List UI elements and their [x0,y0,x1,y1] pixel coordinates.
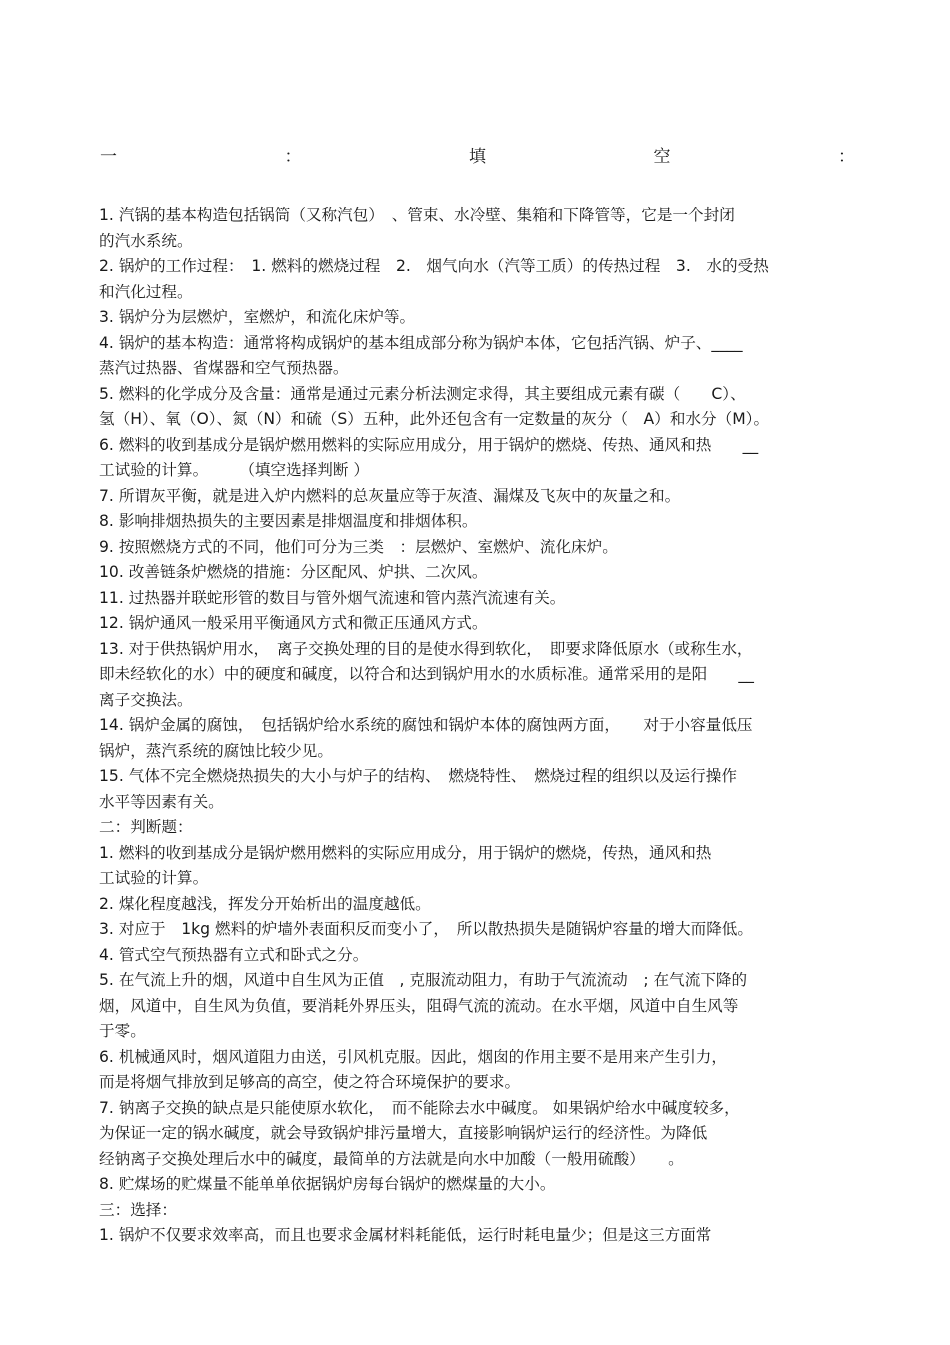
text-line: 蒸汽过热器、省煤器和空气预热器。 [99,359,349,377]
text-line: 6. 机械通风时，烟风道阻力由送，引风机克服。因此，烟囱的作用主要不是用来产生引力， [99,1047,727,1066]
text-line: 经钠离子交换处理后水中的碱度，最简单的方法就是向水中加酸（一般用硫酸） 。 [99,1149,684,1168]
text-line: 11. 过热器并联蛇形管的数目与管外烟气流速和管内蒸汽流速有关。 [99,588,566,607]
text-line: 8. 影响排烟热损失的主要因素是排烟温度和排烟体积。 [99,512,478,530]
text-line: 10. 改善链条炉燃烧的措施：分区配风、炉拱、二次风。 [99,563,488,581]
text-line: 水平等因素有关。 [99,792,224,811]
section-heading: 三：选择： [99,1200,177,1219]
text-line: 于零。 [99,1022,146,1040]
text-line: 4. 管式空气预热器有立式和卧式之分。 [99,945,369,964]
text-line: 1. 锅炉不仅要求效率高，而且也要求金属材料耗能低，运行时耗电量少；但是这三方面常 [99,1226,712,1244]
document-body [99,203,859,1249]
text-line: 3. 锅炉分为层燃炉，室燃炉，和流化床炉等。 [99,308,416,326]
title-char: ： [838,147,855,167]
text-line: 工试验的计算。 （填空选择判断 ） [99,461,370,479]
text-line: 6. 燃料的收到基成分是锅炉燃用燃料的实际应用成分，用于锅炉的燃烧、传热、通风和热 __ [99,435,759,454]
text-line: 1. 汽锅的基本构造包括锅筒（又称汽包） 、管束、水冷壁、集箱和下降管等，它是一个封闭 [99,206,735,224]
text-line: 而是将烟气排放到足够高的高空，使之符合环境保护的要求。 [99,1073,521,1091]
section-heading: 二：判断题： [99,818,193,836]
text-line: 氢（H）、氧（O）、氮（N）和硫（S）五种，此外还包含有一定数量的灰分（ A）和水分（M）。 [99,410,770,428]
text-line: 的汽水系统。 [99,231,193,250]
text-line: 锅炉，蒸汽系统的腐蚀比较少见。 [99,741,333,760]
text-line: 12. 锅炉通风一般采用平衡通风方式和微正压通风方式。 [99,614,488,632]
text-line: 3. 对应于 1kg 燃料的炉墙外表面积反而变小了， 所以散热损失是随锅炉容量的增大而降低。 [99,920,753,938]
text-line: 2. 锅炉的工作过程： 1. 燃料的燃烧过程 2. 烟气向水（汽等工质）的传热过程 3. 水的受热 [99,257,769,275]
text-line: 15. 气体不完全燃烧热损失的大小与炉子的结构、 燃烧特性、 燃烧过程的组织以及运行操作 [99,767,737,785]
text-line: 9. 按照燃烧方式的不同，他们可分为三类 ：层燃炉、室燃炉、流化床炉。 [99,537,618,556]
section-title [100,142,855,168]
title-char: 填 [469,147,486,167]
text-line: 1. 燃料的收到基成分是锅炉燃用燃料的实际应用成分，用于锅炉的燃烧，传热，通风和热 [99,843,712,862]
text-line: 离子交换法。 [99,690,193,709]
text-line: 5. 燃料的化学成分及含量：通常是通过元素分析法测定求得，其主要组成元素有碳（ C）、 [99,384,746,403]
text-line: 7. 钠离子交换的缺点是只能使原水软化， 而不能除去水中碱度。 如果锅炉给水中碱度较多， [99,1098,740,1117]
text-line: 4. 锅炉的基本构造：通常将构成锅炉的基本组成部分称为锅炉本体，它包括汽锅、炉子、____ [99,333,743,352]
title-char: 一 [100,147,117,167]
title-char: 空 [653,147,671,167]
text-line: 13. 对于供热锅炉用水， 离子交换处理的目的是使水得到软化， 即要求降低原水（或称生水， [99,639,753,658]
title-char: ： [284,147,302,167]
text-line: 为保证一定的锅水碱度，就会导致锅炉排污量增大，直接影响锅炉运行的经济性。为降低 [99,1124,708,1142]
text-line: 和汽化过程。 [99,282,193,301]
text-line: 2. 煤化程度越浅，挥发分开始析出的温度越低。 [99,894,431,913]
text-line: 烟，风道中，自生风为负值，要消耗外界压头，阻碍气流的流动。在水平烟，风道中自生风等 [99,996,739,1015]
text-line: 5. 在气流上升的烟，风道中自生风为正值 , 克服流动阻力，有助于气流流动 ; 在气流下降的 [99,971,748,989]
text-line: 8. 贮煤场的贮煤量不能单单依据锅炉房每台锅炉的燃煤量的大小。 [99,1175,556,1193]
text-line: 7. 所谓灰平衡，就是进入炉内燃料的总灰量应等于灰渣、漏煤及飞灰中的灰量之和。 [99,486,681,505]
text-line: 工试验的计算。 [99,869,209,887]
text-line: 即未经软化的水）中的硬度和碱度，以符合和达到锅炉用水的水质标准。通常采用的是阳 __ [99,665,754,683]
text-line: 14. 锅炉金属的腐蚀， 包括锅炉给水系统的腐蚀和锅炉本体的腐蚀两方面， 对于小容量低压 [99,716,753,734]
